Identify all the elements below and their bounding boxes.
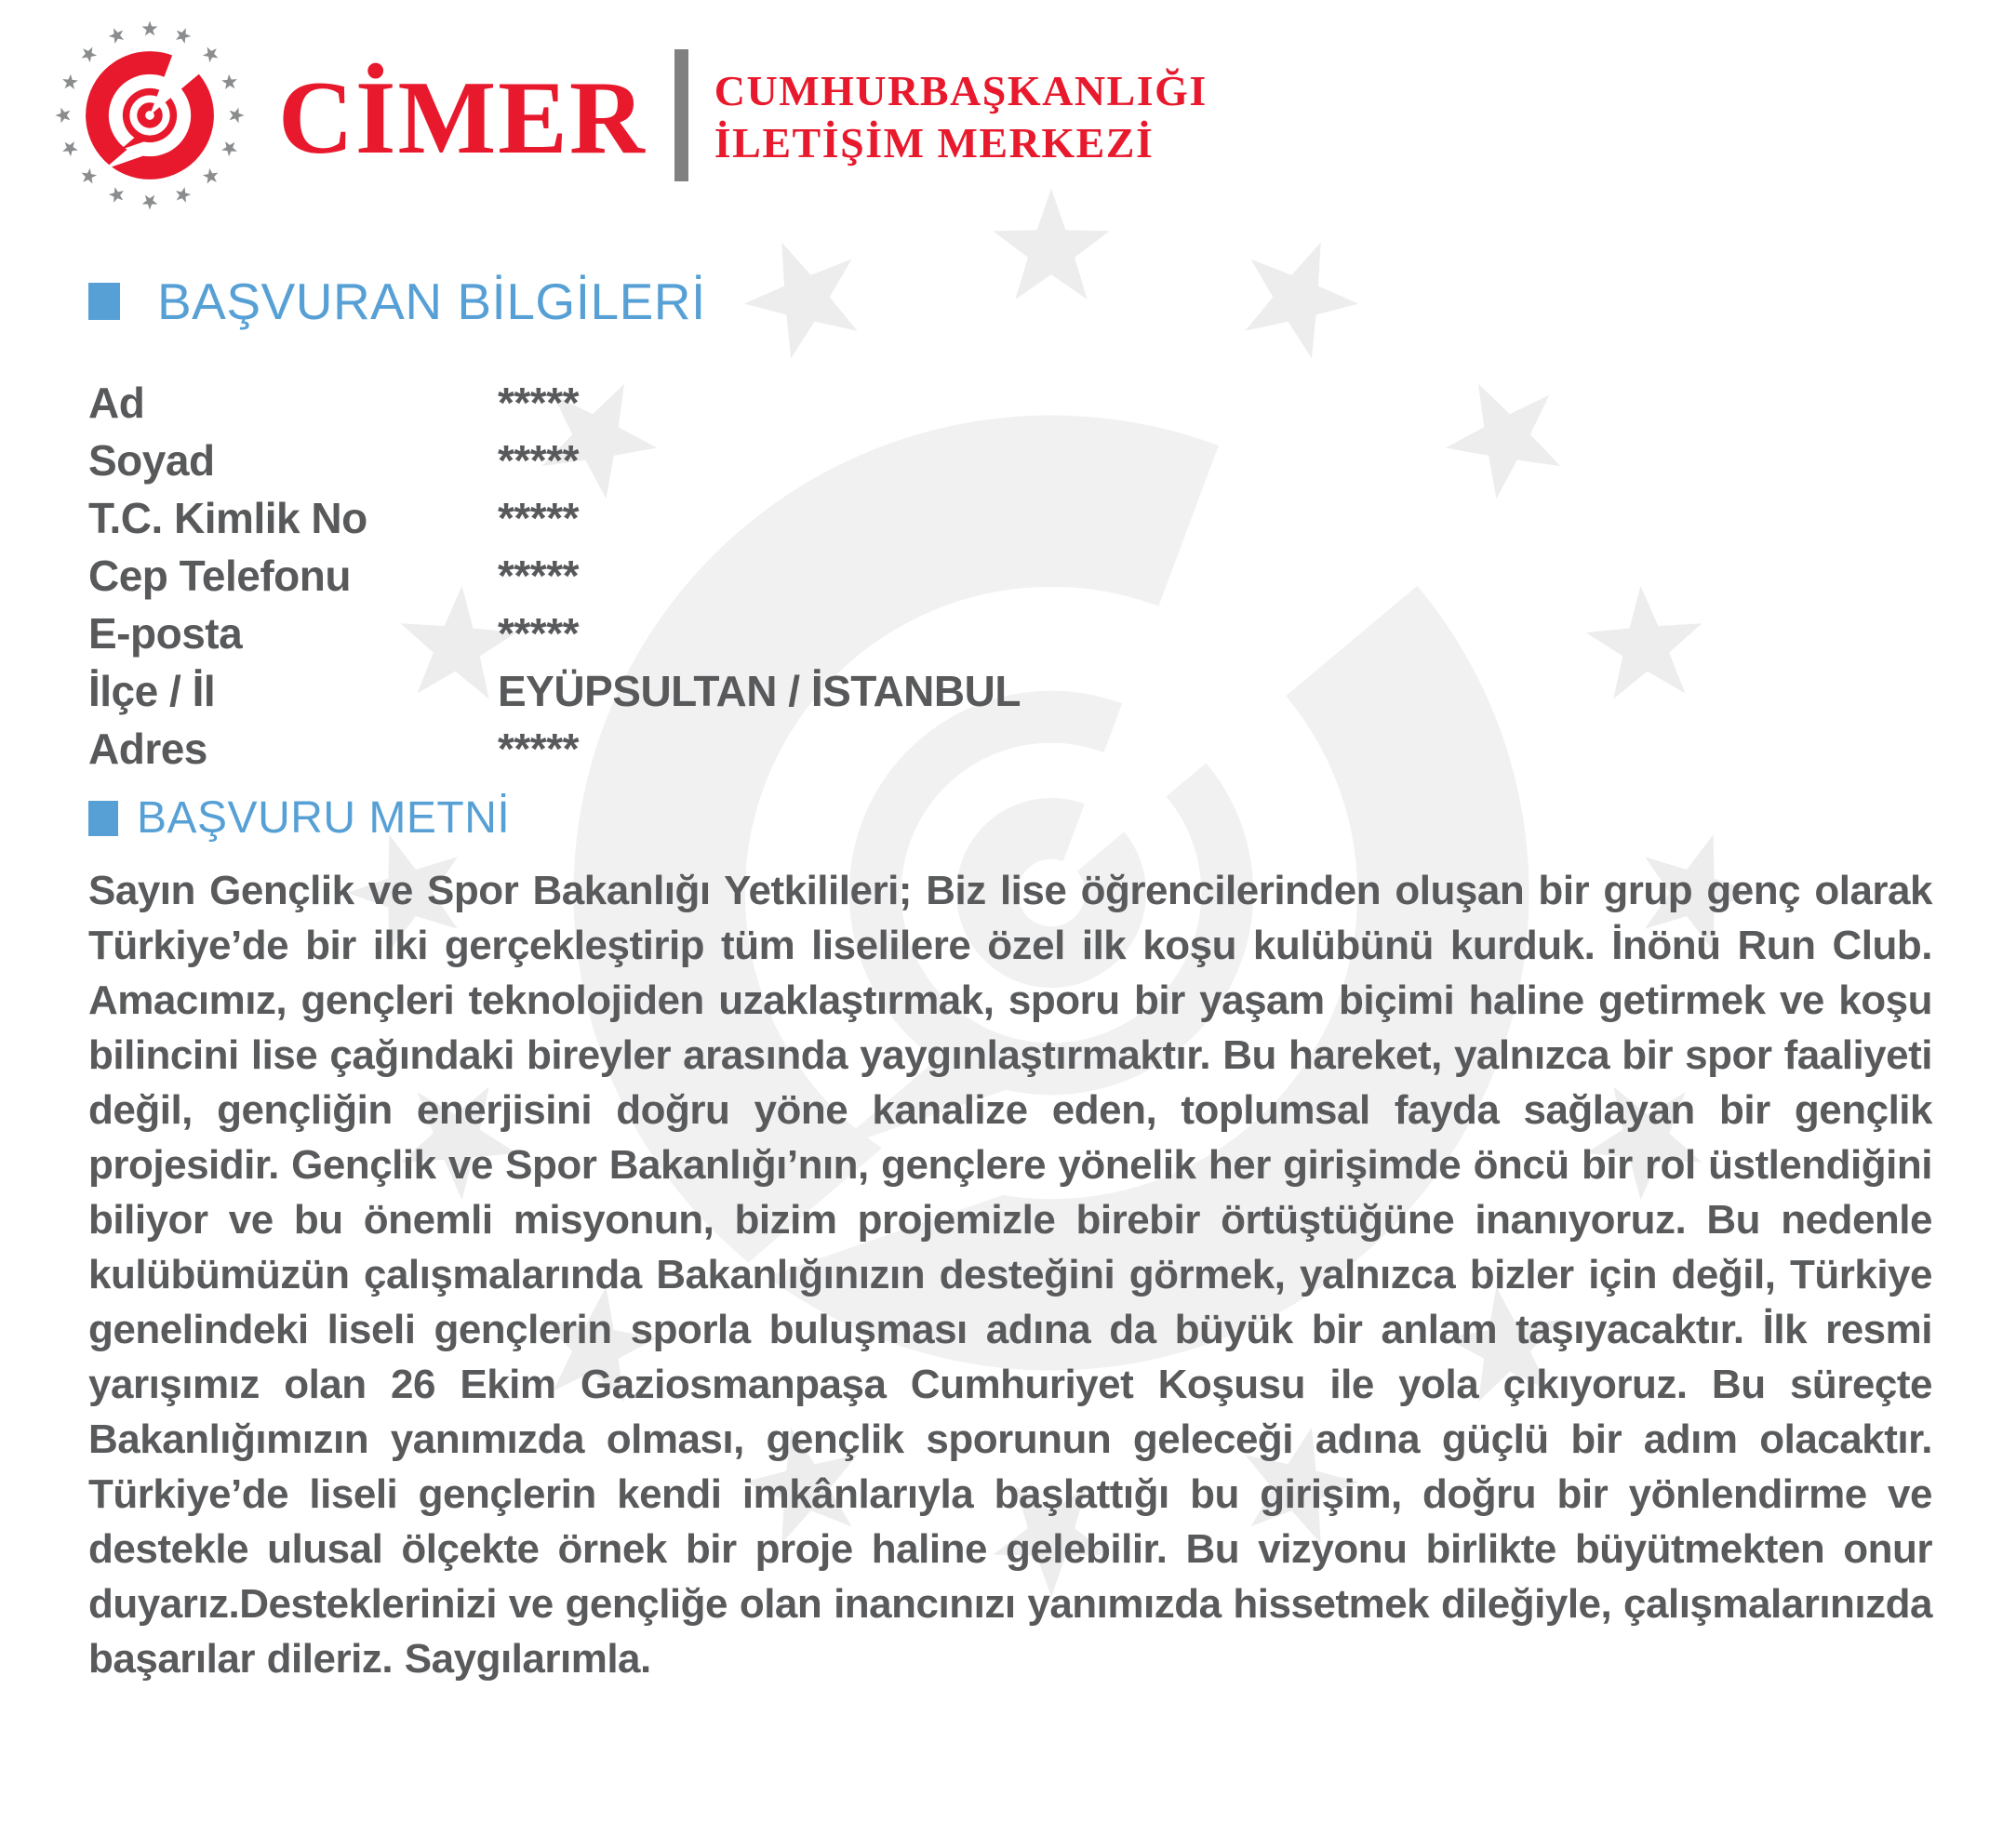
application-text-body: Sayın Gençlik ve Spor Bakanlığı Yetkilileri; Biz lise öğrencilerinden oluşan bir grup genç olarak Türkiye’de bir ilki gerçekleştirip tüm liselilere özel ilk koşu kulübünü kurduk. İnönü Run Club. Amacımız, gençleri teknolojiden uzaklaştırmak, sporu bir yaşam biçimi haline getirmek ve koşu bilincini lise çağındaki bireyler arasında yaygınlaştırmaktır. Bu hareket, yalnızca bir spor faaliyeti değil, gençliğin enerjisini doğru yöne kanalize eden, toplumsal fayda sağlayan bir gençlik projesidir. Gençlik ve Spor Bakanlığı’nın, gençlere yönelik her girişimde öncü bir rol üstlendiğini biliyor ve bu önemli misyonun, bizim projemizle birebir örtüştüğüne inanıyoruz. Bu nedenle kulübümüzün çalışmalarında Bakanlığınızın desteğini görmek, yalnızca bizler için değil, Türkiye genelindeki liseli gençlerin sporla buluşması adına da büyük bir anlam taşıyacaktır. İlk resmi yarışımız olan 26 Ekim Gaziosmanpaşa Cumhuriyet Koşusu ile yola çıkıyoruz. Bu süreçte Bakanlığımızın yanımızda olması, gençlik sporunun geleceği adına güçlü bir adım olacaktır. Türkiye’de liseli gençlerin kendi imkânlarıyla başlattığı bu girişim, doğru bir yönlendirme ve destekle ulusal ölçekte örnek bir proje haline gelebilir. Bu vizyonu birlikte büyütmekten onur duyarız.Desteklerinizi ve gençliğe olan inancınızı yanımızda hissetmek dileğiyle, çalışmalarınızda başarılar dileriz. Saygılarımla. <box>88 868 1932 1682</box>
field-label: Adres <box>88 725 207 773</box>
field-value: ***** <box>498 725 580 773</box>
field-row-ad <box>88 374 1930 432</box>
application-text-section-header <box>88 792 510 844</box>
field-row-eposta <box>88 605 1930 662</box>
section-bullet-square <box>88 283 120 320</box>
organization-name-line1: CUMHURBAŞKANLIĞI <box>714 67 1208 114</box>
applicant-fields <box>88 374 1930 778</box>
application-text-section-title: BAŞVURU METNİ <box>137 793 511 843</box>
section-bullet-square <box>88 801 118 836</box>
organization-name <box>714 61 1208 169</box>
field-label: Ad <box>88 379 145 427</box>
header-divider <box>674 49 688 181</box>
field-label: T.C. Kimlik No <box>88 494 367 542</box>
applicant-info-section-title: BAŞVURAN BİLGİLERİ <box>157 273 706 330</box>
field-value: ***** <box>498 379 580 427</box>
cimer-wordmark: CİMER <box>278 60 647 176</box>
field-row-ilce-il <box>88 662 1930 720</box>
field-row-tc-kimlik-no <box>88 489 1930 547</box>
field-label: İlçe / İl <box>88 667 216 715</box>
document-header <box>51 13 1208 218</box>
field-label: E-posta <box>88 609 243 658</box>
field-row-soyad <box>88 432 1930 489</box>
field-label: Cep Telefonu <box>88 552 351 600</box>
field-row-adres <box>88 720 1930 778</box>
field-value: ***** <box>498 494 580 542</box>
field-value: EYÜPSULTAN / İSTANBUL <box>498 667 1021 715</box>
field-value: ***** <box>498 609 580 658</box>
organization-name-line2: İLETİŞİM MERKEZİ <box>714 119 1155 166</box>
field-row-cep-telefonu <box>88 547 1930 605</box>
field-value: ***** <box>498 436 580 485</box>
applicant-info-section-header <box>88 272 706 331</box>
cimer-logo-icon <box>51 17 248 214</box>
field-label: Soyad <box>88 436 215 485</box>
field-value: ***** <box>498 552 580 600</box>
